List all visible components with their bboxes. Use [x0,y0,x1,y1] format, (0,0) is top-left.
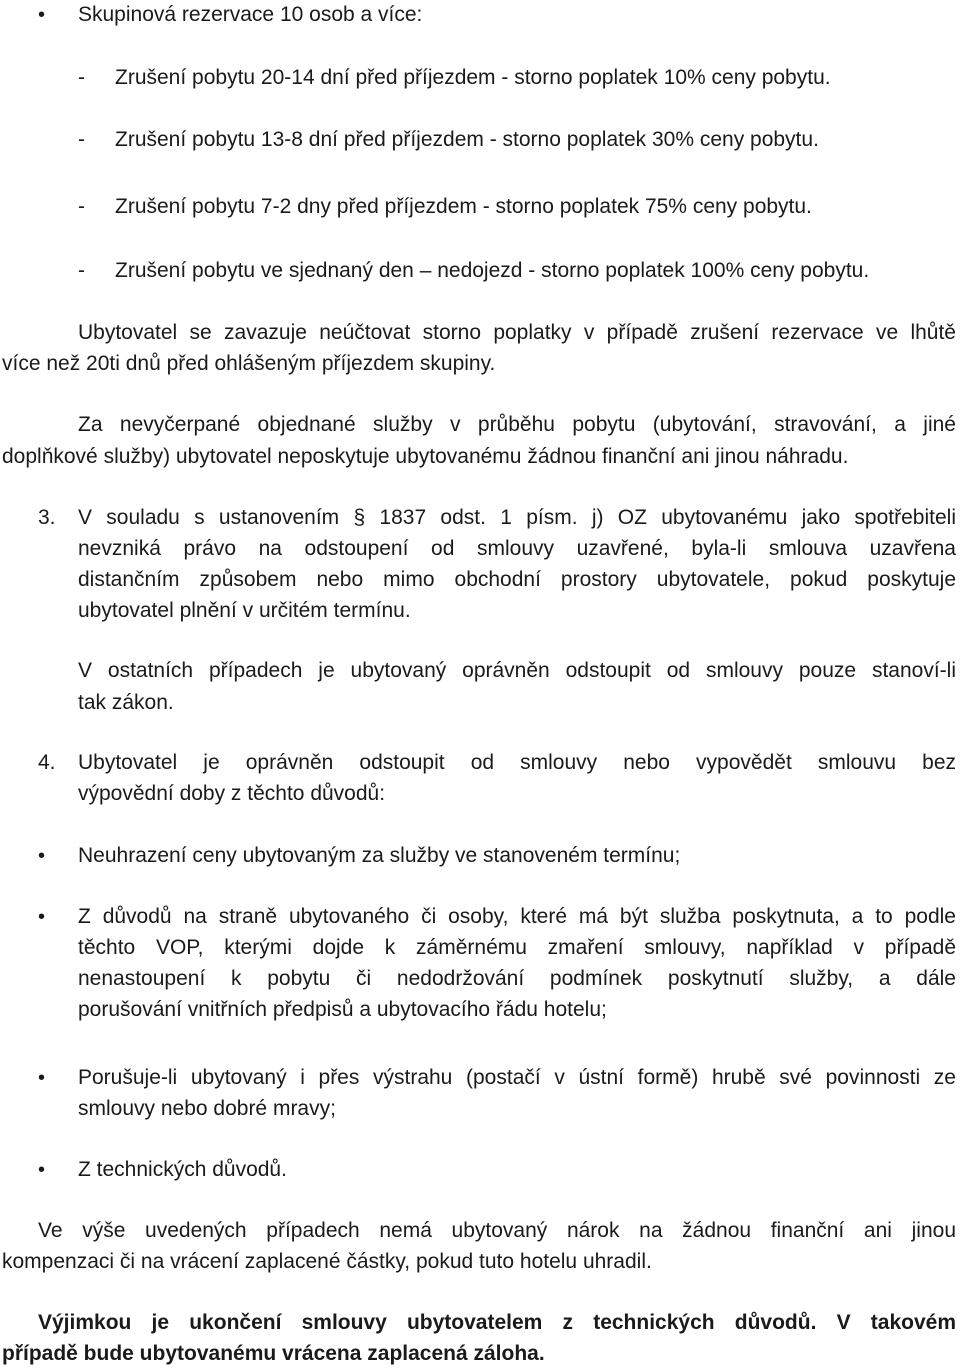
section-3-other-line-1: V ostatních případech je ubytovaný oprávněn odstoupit od smlouvy pouze stanoví-li [78,659,956,682]
bullet-dot: • [38,1159,46,1181]
dash-marker: - [78,128,85,151]
termination-reason-4: Z technických důvodů. [78,1158,287,1181]
unused-services-line-2: doplňkové služby) ubytovatel neposkytuje ubytovanému žádnou finanční ani jinou náhradu. [2,445,849,468]
termination-reason-1: Neuhrazení ceny ubytovaným za služby ve stanoveném termínu; [78,844,681,867]
compensation-line-1: Ve výše uvedených případech nemá ubytovaný nárok na žádnou finanční ani jinou [38,1219,956,1242]
exception-line-1: Výjimkou je ukončení smlouvy ubytovatelem z technických důvodů. V takovém [38,1311,956,1334]
storno-note-line-2: více než 20ti dnů před ohlášeným příjezdem skupiny. [2,352,496,375]
section-4-line-2: výpovědní doby z těchto důvodů: [78,782,386,805]
section-3-number: 3. [38,506,56,529]
termination-reason-2-line-2: těchto VOP, kterými dojde k záměrnému zmaření smlouvy, například v případě [78,936,956,959]
bullet-dot: • [38,906,46,928]
section-4-number: 4. [38,751,56,774]
unused-services-line-1: Za nevyčerpané objednané služby v průběhu pobytu (ubytování, stravování, a jiné [78,413,956,436]
group-booking-heading: Skupinová rezervace 10 osob a více: [78,3,423,26]
dash-marker: - [78,66,85,89]
bullet-dot: • [38,845,46,867]
compensation-line-2: kompenzaci či na vrácení zaplacené částky, pokud tuto hotelu uhradil. [2,1250,652,1273]
termination-reason-3-line-2: smlouvy nebo dobré mravy; [78,1097,336,1120]
section-3-other-line-2: tak zákon. [78,691,174,714]
bullet-dot: • [38,1067,46,1089]
dash-marker: - [78,195,85,218]
termination-reason-2-line-1: Z důvodů na straně ubytovaného či osoby, které má být služba poskytnuta, a to podle [78,905,956,928]
termination-reason-2-line-4: porušování vnitřních předpisů a ubytovacího řádu hotelu; [78,998,607,1021]
section-4-line-1: Ubytovatel je oprávněn odstoupit od smlouvy nebo vypovědět smlouvu bez [78,751,956,774]
exception-line-2: případě bude ubytovanému vrácena zaplacená záloha. [2,1342,545,1365]
dash-marker: - [78,259,85,282]
section-3-line-3: distančním způsobem nebo mimo obchodní prostory ubytovatele, pokud poskytuje [78,568,956,591]
storno-note-line-1: Ubytovatel se zavazuje neúčtovat storno poplatky v případě zrušení rezervace ve lhůtě [78,321,956,344]
cancellation-rule-2: Zrušení pobytu 13-8 dní před příjezdem - storno poplatek 30% ceny pobytu. [115,128,819,151]
cancellation-rule-3: Zrušení pobytu 7-2 dny před příjezdem - storno poplatek 75% ceny pobytu. [115,195,812,218]
termination-reason-3-line-1: Porušuje-li ubytovaný i přes výstrahu (postačí v ústní formě) hrubě své povinnosti ze [78,1066,956,1089]
cancellation-rule-1: Zrušení pobytu 20-14 dní před příjezdem - storno poplatek 10% ceny pobytu. [115,66,831,89]
cancellation-rule-4: Zrušení pobytu ve sjednaný den – nedojezd - storno poplatek 100% ceny pobytu. [115,259,870,282]
section-3-line-2: nevzniká právo na odstoupení od smlouvy uzavřené, byla-li smlouva uzavřena [78,537,956,560]
section-3-line-1: V souladu s ustanovením § 1837 odst. 1 písm. j) OZ ubytovanému jako spotřebiteli [78,506,956,529]
bullet-dot: • [38,4,46,26]
section-3-line-4: ubytovatel plnění v určitém termínu. [78,599,411,622]
termination-reason-2-line-3: nenastoupení k pobytu či nedodržování podmínek poskytnutí služby, a dále [78,967,956,990]
